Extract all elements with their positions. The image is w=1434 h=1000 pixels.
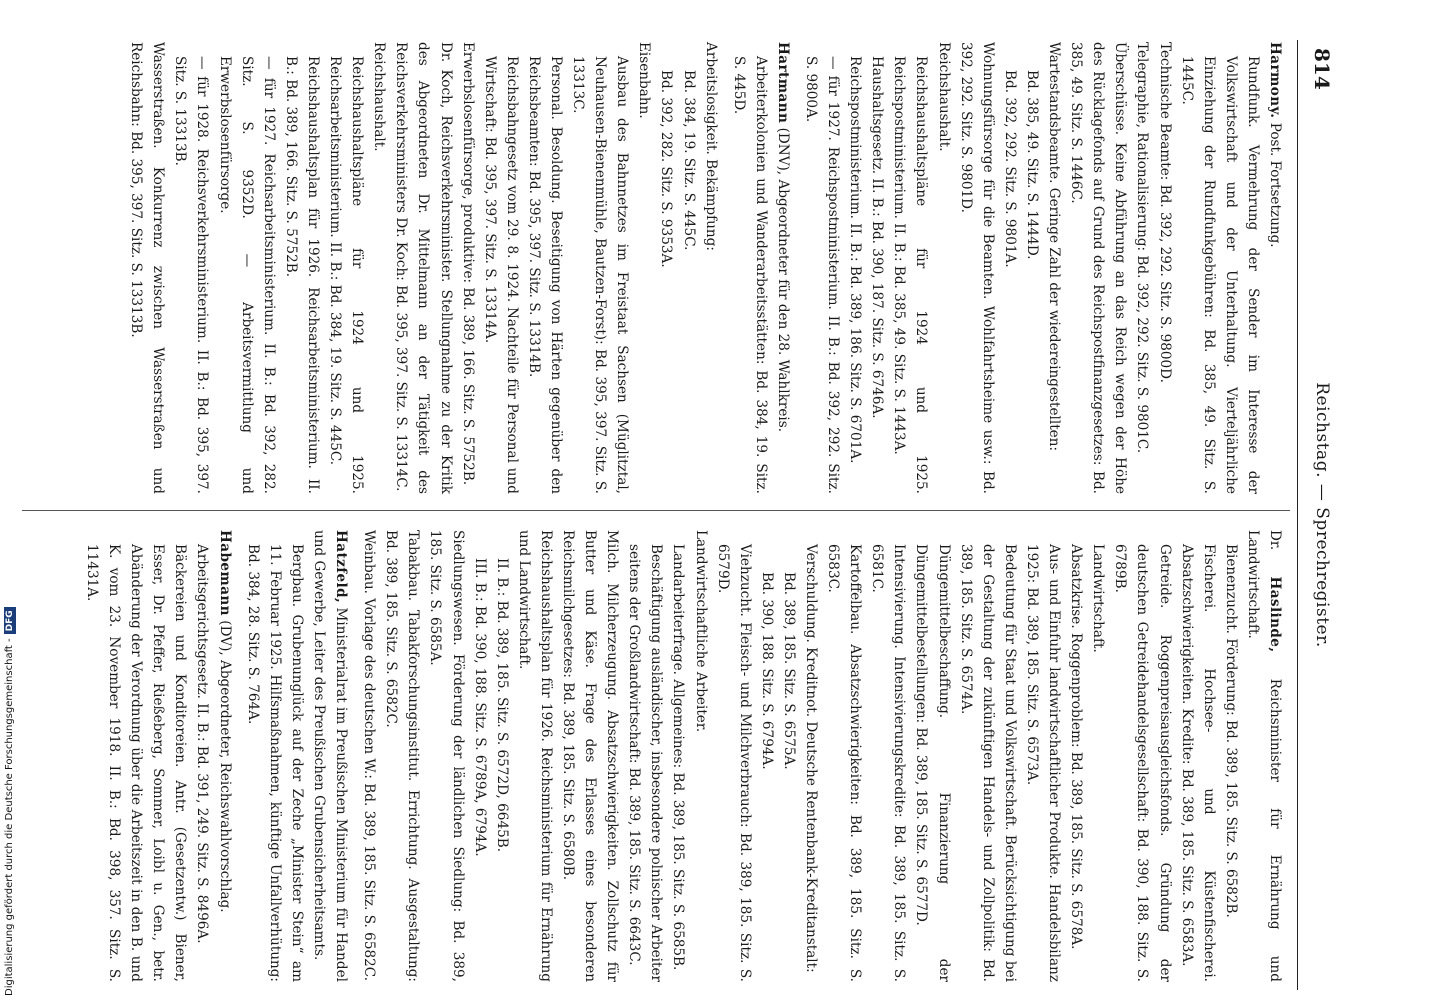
entry-text: Bäckereien und Konditoreien. Antr. (Gesetzentw.) Biener, Esser, Dr. Pfeffer, Rießeberg, Sommer, Loibl u. Gen., betr. Abänderung der Verordnung über die Arbeitszeit in den B. und K. vom 23. November 1918. II. B.: Bd. 398, 357. Sitz. S. 11431A.	[84, 544, 189, 982]
register-entry	[756, 530, 778, 982]
right-column	[81, 530, 1286, 982]
entry-text: Reichshaushaltsplan für 1926. Reichsarbeitsministerium. II. B.: Bd. 389, 166. Sitz. S. 5752B.	[282, 56, 321, 494]
register-entry	[1087, 530, 1109, 982]
register-entry	[1264, 42, 1286, 494]
register-entry	[822, 530, 866, 982]
register-entry	[567, 42, 633, 494]
register-entry	[191, 530, 213, 982]
page-number: 814	[1310, 48, 1334, 90]
register-entry	[1176, 530, 1220, 982]
register-entry	[214, 530, 236, 982]
entry-text: Erwerbslosenfürsorge, produktive: Bd. 389, 166. Sitz. S. 5752B.	[459, 42, 476, 486]
entry-text: Bd. 390, 188. Sitz. S. 6794A.	[758, 572, 775, 770]
register-entry	[712, 530, 756, 982]
entry-text: Arbeitslosigkeit. Bekämpfung:	[702, 42, 719, 251]
entry-text: II. B.: Bd. 389, 185. Sitz. S. 6572D, 6645B.	[493, 558, 510, 853]
entry-text: Reichshaushaltsplan für 1926. Reichsministerium für Ernährung und Landwirtschaft.	[515, 530, 554, 982]
register-entry	[1153, 42, 1175, 494]
register-entry	[1131, 42, 1153, 494]
register-entry	[1176, 42, 1264, 494]
register-entry	[866, 42, 888, 494]
entry-text: Landwirtschaft.	[1090, 544, 1107, 653]
entry-text: Dr. Koch, Reichsverkehrsminister. Stellungnahme zu der Kritik des Abgeordneten Dr. Mittelmann an der Tätigkeit des Reichsverkehrsministers Dr. Koch: Bd. 395, 397. Sitz. S. 13314C.	[393, 42, 454, 494]
entry-text: Reichshaushaltspläne für 1924 und 1925. Reichspostministerium. II. B.: Bd. 385, 49. Sitz. S. 1443A.	[891, 56, 930, 494]
entry-text: Siedlungswesen. Förderung der ländlichen Siedlung: Bd. 389, 185. Sitz. S. 6585A.	[427, 530, 466, 982]
speaker-name: Harmony.	[1267, 42, 1283, 119]
entry-text: Ministerialrat im Preußischen Ministerium für Handel und Gewerbe, Leiter des Preußischen Grubensicherheitsamts.	[310, 530, 350, 982]
register-entry	[888, 42, 932, 494]
entry-text: Arbeitsgerichtsgesetz. II. B.: Bd. 391, 249. Sitz. S. 8496A.	[194, 544, 211, 944]
register-entry	[778, 530, 800, 982]
entry-text: Wasserstraßen. Konkurrenz zwischen Wasserstraßen und Reichsbahn: Bd. 395, 397. Sitz. S. 13313B.	[128, 42, 167, 494]
register-entry	[557, 530, 623, 982]
register-entry	[1109, 530, 1175, 982]
entry-text: Getreide. Roggenpreisausgleichsfonds. Gründung der deutschen Getreidehandelsgesellschaft: Bd. 390, 188. Sitz. S. 6789B.	[1112, 544, 1173, 982]
entry-text: Reichsminister für Ernährung und Landwirtschaft.	[1244, 530, 1283, 983]
entry-text: Bd. 392, 282. Sitz. S. 9353A.	[658, 70, 675, 268]
register-entry	[1220, 530, 1242, 982]
register-entry	[242, 530, 308, 982]
entry-text: Viehzucht. Fleisch- und Milchverbrauch: Bd. 389, 185. Sitz. S. 6579D.	[714, 544, 753, 982]
entry-text: Post. Fortsetzung.	[1267, 122, 1283, 248]
register-entry	[1242, 530, 1286, 982]
register-entry	[81, 530, 191, 982]
entry-text: Arbeiterkolonien und Wanderarbeitsstätten: Bd. 384, 19. Sitz. S. 445D.	[730, 56, 769, 494]
column-divider	[22, 510, 1290, 511]
register-entry	[280, 42, 324, 494]
register-entry	[380, 530, 424, 982]
entry-text: Beschäftigung ausländischer, insbesondere polnischer Arbeiter seitens der Großlandwirtschaft: Bd. 389, 185. Sitz. S. 6643C.	[626, 544, 665, 982]
entry-text: Bergbau. Grubenunglück auf der Zeche „Minister Stein“ am 11. Februar 1925. Hilfsmaßnahmen, künftige Unfallverhütung: Bd. 384, 28. Sitz. S. 764A.	[244, 544, 305, 982]
register-entry	[1065, 530, 1087, 982]
register-entry	[999, 42, 1021, 494]
register-entry	[728, 42, 772, 494]
entry-text: Weinbau. Vorlage des deutschen W.: Bd. 389, 185. Sitz. S. 6582C.	[361, 530, 378, 982]
register-entry	[390, 42, 456, 494]
register-entry	[689, 530, 711, 982]
left-column	[125, 42, 1286, 494]
entry-text: Reichshaushaltspläne für 1924 und 1925. Reichsarbeitsministerium. II. B.: Bd. 384, 19. Sitz. S. 445C.	[327, 56, 366, 494]
register-entry	[700, 42, 722, 494]
register-entry	[633, 42, 655, 494]
entry-text: Rundfunk. Vermehrung der Sender im Interesse der Volkswirtschaft und der Unterhaltung. Vierteljährliche Einziehung der Rundfunkgebühren: Bd. 385, 49. Sitz. S. 1445C.	[1178, 56, 1261, 494]
entry-text: Telegraphie, Rationalisierung: Bd. 392, 292. Sitz. S. 9801C.	[1134, 42, 1151, 454]
entry-text: Verschuldung. Kreditnot. Deutsche Rentenbank-Kreditanstalt:	[803, 544, 820, 973]
register-entry	[955, 42, 999, 494]
entry-text: Reichsbahngesetz vom 29. 8. 1924. Nachteile für Personal und Wirtschaft: Bd. 395, 397. Sitz. S. 13314A.	[481, 56, 520, 494]
entry-text: III. B.: Bd. 390, 188. Sitz. S. 6789A, 6794A.	[471, 558, 488, 857]
entry-text: (DV), Abgeordneter, Reichswahlvorschlag.	[216, 620, 233, 913]
register-entry	[169, 42, 213, 494]
register-entry	[125, 42, 169, 494]
entry-text: Düngemittelbeschaffung. Finanzierung der Düngemittelbestellungen: Bd. 389, 185. Sitz. S. 6577D.	[913, 544, 952, 982]
entry-text: Kartoffelbau. Absatzschwierigkeiten: Bd. 389, 185. Sitz. S. 6583C.	[825, 544, 864, 982]
entry-text: Landwirtschaftliche Arbeiter.	[692, 530, 709, 733]
entry-text: Intensivierung. Intensivierungskredite: Bd. 389, 185. Sitz. S. 6581C.	[869, 544, 908, 982]
speaker-name: Habemann	[216, 530, 233, 616]
entry-text: Reichshaushalt.	[371, 42, 388, 152]
entry-text: Tabakbau. Tabakforschungsinstitut. Errichtung. Ausgestaltung: Bd. 389, 185. Sitz. S. 6582C.	[383, 530, 422, 982]
entry-text: Bd. 392, 292. Sitz. S. 9801A.	[1001, 70, 1018, 268]
entry-title-prefix: Dr.	[1267, 530, 1283, 551]
register-entry	[1021, 530, 1065, 982]
running-title: Reichstag. — Sprechregister.	[1312, 382, 1332, 648]
entry-text: Personal. Besoldung. Beseitigung von Härten gegenüber den Reichsbeamten: Bd. 395, 397. Sitz. S. 13314B.	[525, 56, 564, 494]
register-entry	[866, 530, 910, 982]
entry-text: Bd. 385, 49. Sitz. S. 1444D.	[1023, 70, 1040, 260]
entry-text: Fischerei. Hochsee- und Küstenfischerei. Absatzschwierigkeiten. Kredite: Bd. 389, 185. Sitz. S. 6583A.	[1178, 544, 1217, 982]
register-entry	[1021, 42, 1043, 494]
entry-text: Überschüsse. Keine Abführung an das Reich wegen der Höhe des Rücklagefonds auf Grund des Reichspostfinanzgesetzes: Bd. 385, 49. Sitz. S. 1446C.	[1068, 42, 1129, 494]
digitization-footnote	[4, 607, 16, 996]
register-entry	[772, 42, 794, 494]
register-entry	[469, 530, 491, 982]
register-entry	[308, 530, 352, 982]
register-entry	[677, 42, 699, 494]
register-entry	[358, 530, 380, 982]
page-header	[1297, 40, 1338, 990]
entry-text: Eisenbahn.	[636, 42, 653, 119]
entry-text: Bedeutung für Staat und Volkswirtschaft. Berücksichtigung bei der Gestaltung der zukünftigen Handels- und Zollpolitik: Bd. 389, 185. Sitz. S. 6574A.	[957, 544, 1018, 982]
entry-text: Bienenzucht. Förderung: Bd. 389, 185. Sitz. S. 6582B.	[1222, 544, 1239, 918]
entry-text: Wohnungsfürsorge für die Beamten. Wohlfahrtsheime usw.: Bd. 392, 292. Sitz. S. 9801D.	[957, 42, 996, 494]
speaker-name: Hatzfeld,	[333, 530, 350, 604]
entry-text: Haushaltsgesetz. II. B.: Bd. 390, 187. Sitz. S. 6746A.	[869, 56, 886, 419]
dfg-logo: DFG	[4, 607, 16, 634]
register-entry	[523, 42, 567, 494]
footnote-text: Digitalisierung gefördert durch die Deutsche Forschungsgemeinschaft -	[4, 638, 15, 996]
register-entry	[1065, 42, 1131, 494]
entry-text: Wartestandsbeamte. Geringe Zahl der wiedereingestellten:	[1046, 42, 1063, 452]
register-entry	[800, 42, 844, 494]
register-entry	[910, 530, 954, 982]
register-entry	[1043, 42, 1065, 494]
register-entry	[368, 42, 390, 494]
entry-text: Ausbau des Bahnnetzes im Freistaat Sachsen (Müglitztal, Neuhausen-Bienenmühle, Bautzen-Forst): Bd. 395, 397. Sitz. S. 13313C.	[570, 56, 631, 494]
entry-text: — für 1928. Reichsverkehrsministerium. II. B.: Bd. 395, 397. Sitz. S. 13313B.	[172, 56, 211, 494]
register-entry	[457, 42, 479, 494]
register-entry	[424, 530, 468, 982]
register-entry	[933, 42, 955, 494]
entry-text: Milch. Milcherzeugung. Absatzschwierigkeiten. Zollschutz für Butter und Käse. Frage des Erlasses eines besonderen Reichsmilchgesetzes: Bd. 389, 185. Sitz. S. 6580B.	[560, 530, 621, 982]
entry-text: (DNV), Abgeordneter für den 28. Wahlkreis.	[774, 127, 791, 433]
entry-text: Landarbeiterfrage. Allgemeines: Bd. 389, 185. Sitz. S. 6585B.	[670, 544, 687, 971]
entry-text: — für 1927. Reichsarbeitsministerium. II. B.: Bd. 392, 282. Sitz. S. 9352D. — Arbeitsvermittlung und Erwerbslosenfürsorge.	[216, 56, 277, 494]
register-entry	[667, 530, 689, 982]
entry-text: Aus- und Einfuhr landwirtschaftlicher Produkte. Handelsbilanz 1925: Bd. 389, 185. Sitz. S. 6573A.	[1023, 544, 1063, 982]
entry-text: Bd. 389, 185. Sitz. S. 6575A.	[780, 572, 797, 770]
register-entry	[800, 530, 822, 982]
register-entry	[513, 530, 557, 982]
entry-text: Reichspostministerium. II. B.: Bd. 389, 186. Sitz. S. 6701A.	[847, 56, 864, 464]
speaker-name: Hartmann	[774, 42, 791, 124]
entry-text: Absatzkrise. Roggenproblem: Bd. 389, 185. Sitz. S. 6578A.	[1068, 544, 1085, 950]
rotated-register-page	[18, 40, 1338, 990]
register-entry	[214, 42, 280, 494]
register-entry	[844, 42, 866, 494]
register-entry	[324, 42, 368, 494]
register-entry	[655, 42, 677, 494]
entry-text: Technische Beamte: Bd. 392, 292. Sitz. S. 9800D.	[1156, 42, 1173, 383]
entry-text: Reichshaushalt.	[935, 42, 952, 152]
register-entry	[491, 530, 513, 982]
register-entry	[955, 530, 1021, 982]
entry-text: Bd. 384, 19. Sitz. S. 445C.	[680, 70, 697, 251]
speaker-name: Haslinde,	[1267, 576, 1283, 653]
register-entry	[479, 42, 523, 494]
register-entry	[623, 530, 667, 982]
entry-text: — für 1927. Reichspostministerium. II. B.: Bd. 392, 292. Sitz. S. 9800A.	[803, 56, 842, 494]
